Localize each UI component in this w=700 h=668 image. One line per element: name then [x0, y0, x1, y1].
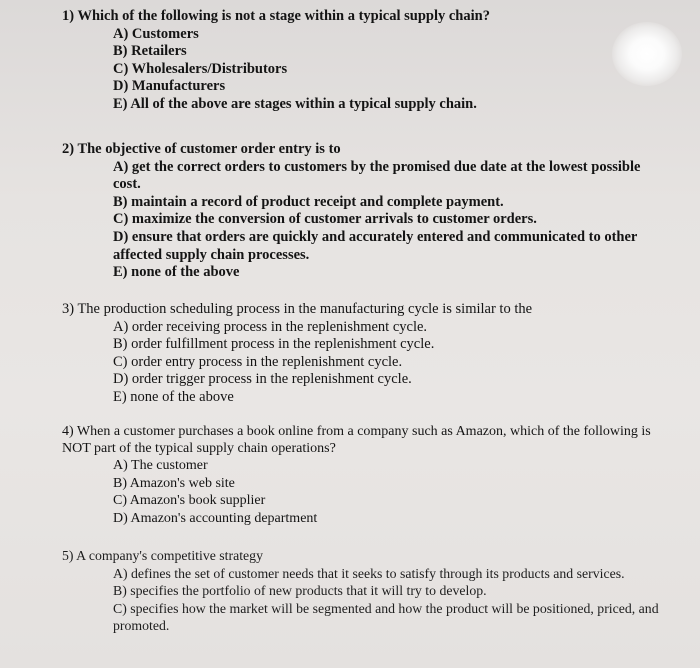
answer-option: C) specifies how the market will be segmented and how the product will be positioned, priced, and promoted.: [113, 600, 659, 634]
answer-option: A) defines the set of customer needs that it seeks to satisfy through its products and services.: [113, 565, 625, 581]
answer-option: A) Customers: [113, 25, 199, 42]
answer-option: E) none of the above: [113, 264, 240, 281]
answer-option: C) Wholesalers/Distributors: [113, 60, 288, 77]
answer-option: B) order fulfillment process in the replenishment cycle.: [113, 336, 435, 353]
answer-option: B) specifies the portfolio of new products that it will try to develop.: [113, 583, 487, 599]
answer-option: E) All of the above are stages within a typical supply chain.: [113, 95, 477, 112]
question-stem: 4) When a customer purchases a book online from a company such as Amazon, which of the following is NOT part of the typical supply chain operations?: [62, 424, 651, 456]
question-stem: 1) Which of the following is not a stage within a typical supply chain?: [62, 8, 490, 24]
answer-option: D) ensure that orders are quickly and accurately entered and communicated to other affected supply chain processes.: [113, 228, 638, 263]
answer-option: B) maintain a record of product receipt and complete payment.: [113, 193, 504, 210]
answer-option: B) Amazon's web site: [113, 475, 235, 491]
answer-option: B) Retailers: [113, 43, 187, 60]
question-2: [62, 141, 662, 282]
answer-option: D) order trigger process in the replenishment cycle.: [113, 371, 412, 388]
answer-option: C) order entry process in the replenishment cycle.: [113, 353, 403, 370]
question-4: [62, 423, 662, 527]
question-5: [62, 547, 662, 635]
question-stem: 3) The production scheduling process in the manufacturing cycle is similar to the: [62, 301, 533, 317]
question-stem: 5) A company's competitive strategy: [62, 548, 263, 563]
answer-option: D) Manufacturers: [113, 78, 226, 95]
question-1: [62, 8, 662, 114]
question-3: [62, 301, 662, 407]
answer-option: C) Amazon's book supplier: [113, 493, 266, 509]
answer-option: D) Amazon's accounting department: [113, 510, 318, 526]
answer-option: E) none of the above: [113, 388, 234, 405]
answer-option: A) order receiving process in the replenishment cycle.: [113, 318, 428, 335]
answer-option: C) maximize the conversion of customer arrivals to customer orders.: [113, 211, 537, 228]
answer-option: A) The customer: [113, 458, 208, 473]
answer-option: A) get the correct orders to customers by the promised due date at the lowest possible cost.: [113, 158, 641, 193]
question-stem: 2) The objective of customer order entry is to: [62, 141, 341, 157]
